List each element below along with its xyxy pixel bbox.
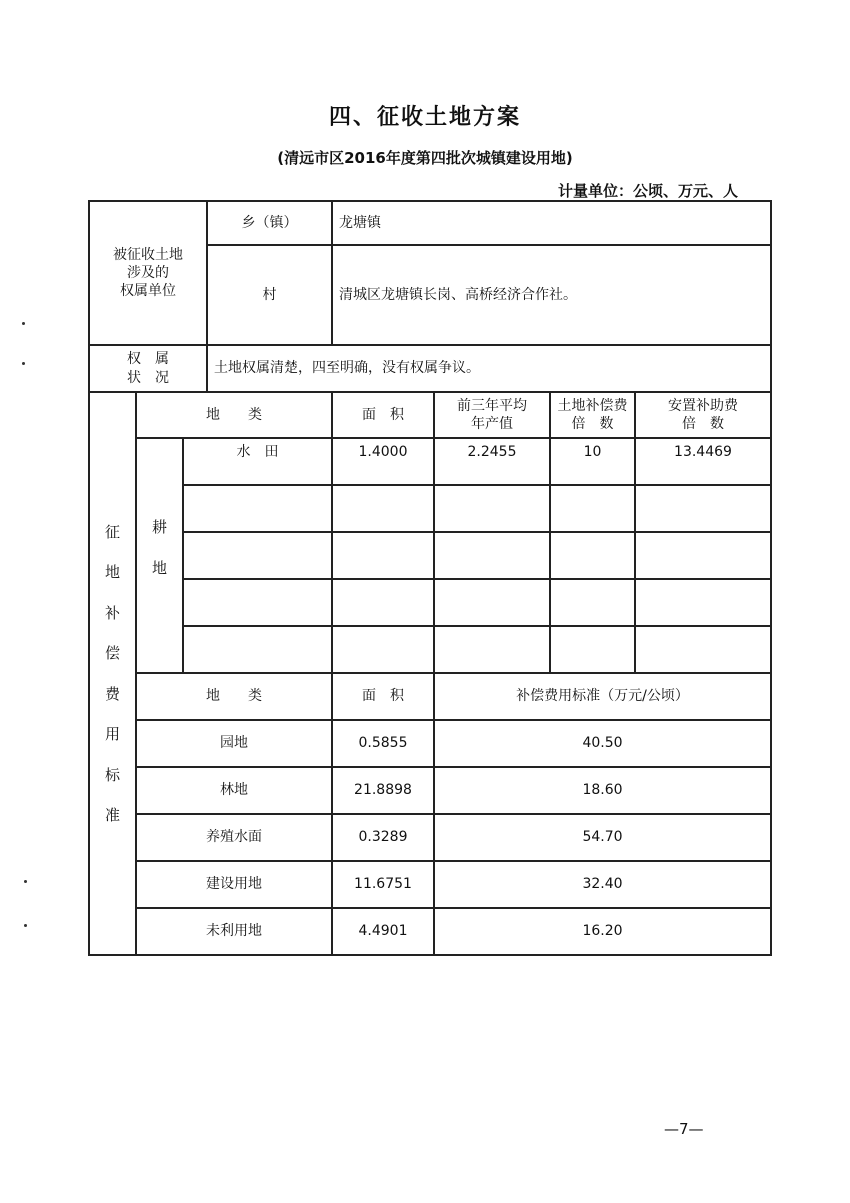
- town-row: [89, 201, 771, 245]
- land-type: 养殖水面: [136, 814, 332, 861]
- farmland-resettle-multiple: [635, 626, 771, 673]
- land-acquisition-table: [88, 200, 772, 956]
- farmland-avg-output: [434, 485, 550, 532]
- header-area: 面 积: [332, 673, 434, 720]
- village-label: 村: [207, 245, 332, 345]
- compensation-section-label: [89, 392, 136, 955]
- farmland-area: [332, 485, 434, 532]
- table-row: [89, 767, 771, 814]
- farmland-land-multiple: [550, 485, 635, 532]
- farmland-land-multiple: [550, 579, 635, 626]
- scan-speck: [24, 880, 27, 883]
- page-number: —7—: [664, 1120, 704, 1138]
- label-char: 征: [104, 522, 120, 541]
- land-area: 0.5855: [332, 720, 434, 767]
- farmland-avg-output: [434, 532, 550, 579]
- status-row: [89, 345, 771, 392]
- label-line: 权属单位: [120, 283, 176, 300]
- label-char: 耕: [151, 518, 167, 536]
- land-standard: 32.40: [434, 861, 771, 908]
- farmland-area: [332, 532, 434, 579]
- land-type: 建设用地: [136, 861, 332, 908]
- table-row: [89, 814, 771, 861]
- status-value: 土地权属清楚，四至明确，没有权属争议。: [207, 345, 771, 392]
- land-standard: 18.60: [434, 767, 771, 814]
- farmland-land-multiple: [550, 532, 635, 579]
- land-standard: 16.20: [434, 908, 771, 955]
- farmland-land-multiple: 10: [550, 438, 635, 485]
- farmland-resettle-multiple: [635, 485, 771, 532]
- header-line: 安置补助费: [668, 397, 738, 414]
- farmland-land-multiple: [550, 626, 635, 673]
- farmland-area: [332, 579, 434, 626]
- table-row: [89, 485, 771, 532]
- label-line: 状 况: [127, 369, 169, 386]
- land-type: 林地: [136, 767, 332, 814]
- label-line: 涉及的: [127, 264, 169, 281]
- header-resettle-multiple: [635, 392, 771, 438]
- farmland-avg-output: 2.2455: [434, 438, 550, 485]
- unit-label: 计量单位：公顷、万元、人: [557, 182, 738, 200]
- ownership-section-label: [89, 201, 207, 345]
- farmland-header-row: [89, 392, 771, 438]
- scan-speck: [22, 362, 25, 365]
- farmland-area: [332, 626, 434, 673]
- header-line: 土地补偿费: [557, 397, 628, 414]
- label-char: 准: [104, 806, 120, 824]
- farmland-type: 水 田: [183, 438, 332, 485]
- header-line: 倍 数: [571, 416, 614, 432]
- farmland-type: [183, 485, 332, 532]
- table-row: [89, 908, 771, 955]
- table-row: [89, 532, 771, 579]
- label-line: 权 属: [127, 351, 169, 368]
- other-land-header-row: [89, 673, 771, 720]
- land-standard: 40.50: [434, 720, 771, 767]
- header-land-multiple: [550, 392, 635, 438]
- table-row: [89, 720, 771, 767]
- header-line: 倍 数: [682, 416, 724, 432]
- page-title: 四、征收土地方案: [328, 105, 521, 130]
- header-area: 面 积: [332, 392, 434, 438]
- farmland-label: [136, 438, 183, 673]
- header-standard: 补偿费用标准（万元/公顷）: [434, 673, 771, 720]
- land-area: 11.6751: [332, 861, 434, 908]
- scan-speck: [22, 322, 25, 325]
- land-area: 4.4901: [332, 908, 434, 955]
- town-label: 乡（镇）: [207, 201, 332, 245]
- farmland-type: [183, 626, 332, 673]
- farmland-type: [183, 579, 332, 626]
- header-avg-output: [434, 392, 550, 438]
- land-area: 0.3289: [332, 814, 434, 861]
- label-char: 补: [104, 603, 120, 622]
- farmland-resettle-multiple: 13.4469: [635, 438, 771, 485]
- table-row: [89, 579, 771, 626]
- label-char: 地: [151, 558, 167, 577]
- table-row: [89, 861, 771, 908]
- land-type: 园地: [136, 720, 332, 767]
- label-line: 被征收土地: [113, 246, 183, 263]
- header-land-type: 地 类: [136, 392, 332, 438]
- farmland-avg-output: [434, 579, 550, 626]
- town-value: 龙塘镇: [332, 201, 771, 245]
- label-char: 用: [104, 725, 120, 743]
- scan-speck: [24, 924, 27, 927]
- land-type: 未利用地: [136, 908, 332, 955]
- farmland-area: 1.4000: [332, 438, 434, 485]
- header-land-type: 地 类: [136, 673, 332, 720]
- farmland-resettle-multiple: [635, 532, 771, 579]
- village-value: 清城区龙塘镇长岗、高桥经济合作社。: [332, 245, 771, 345]
- farmland-avg-output: [434, 626, 550, 673]
- page-subtitle: (清远市区2016年度第四批次城镇建设用地): [277, 149, 573, 167]
- farmland-resettle-multiple: [635, 579, 771, 626]
- header-line: 前三年平均: [457, 397, 527, 414]
- label-char: 地: [104, 563, 120, 581]
- land-area: 21.8898: [332, 767, 434, 814]
- status-label: [89, 345, 207, 392]
- land-standard: 54.70: [434, 814, 771, 861]
- label-char: 偿: [104, 644, 120, 662]
- label-char: 费: [104, 684, 120, 703]
- table-row: [89, 438, 771, 485]
- farmland-type: [183, 532, 332, 579]
- header-line: 年产值: [471, 416, 513, 432]
- table-row: [89, 626, 771, 673]
- label-char: 标: [104, 765, 120, 784]
